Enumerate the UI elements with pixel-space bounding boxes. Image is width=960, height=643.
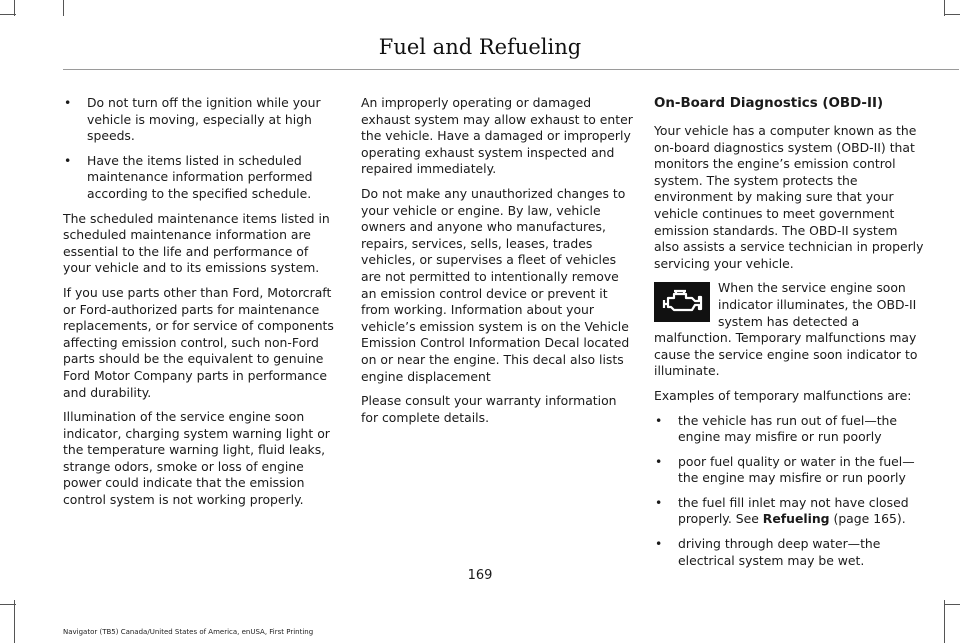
list-item: • Have the items listed in scheduled maintenance information performed according to the specified schedule. <box>63 153 337 203</box>
bullet-list <box>654 413 926 570</box>
section-heading: On-Board Diagnostics (OBD-II) <box>654 96 884 111</box>
list-item <box>654 495 926 528</box>
check-engine-icon <box>654 282 710 322</box>
title-divider <box>63 69 959 70</box>
indicator-block <box>654 280 926 380</box>
crop-mark <box>944 600 945 643</box>
crop-mark <box>0 604 16 605</box>
list-item-text: the fuel fill inlet may not have closed properly. See <box>678 494 909 527</box>
edition-footer: Navigator (TB5) Canada/United States of America, enUSA, First Printing <box>63 628 314 636</box>
crop-mark <box>944 14 960 15</box>
crop-mark <box>63 0 64 16</box>
page-number: 169 <box>467 568 493 583</box>
paragraph: Please consult your warranty information for complete details. <box>361 393 617 425</box>
column-right <box>654 95 926 577</box>
cross-reference-link[interactable]: Refueling <box>762 511 830 527</box>
paragraph: Your vehicle has a computer known as the on-board diagnostics system (OBD-II) that monitors the engine’s emission control system. The system protects the environment by making sure that your vehicle continues to meet government emission standards. The OBD-II system also assists a service technician in properly servicing your vehicle. <box>654 123 924 271</box>
paragraph: Do not make any unauthorized changes to your vehicle or engine. By law, vehicle owners and anyone who manufactures, repairs, services, sells, leases, trades vehicles, or supervises a fleet of vehicles are not permitted to intentionally remove an emission control device or prevent it from working. Information about your vehicle’s emission system is on the Vehicle Emission Control Information Decal located on or near the engine. This decal also lists engine displacement <box>361 185 630 384</box>
crop-mark <box>14 600 15 643</box>
paragraph: An improperly operating or damaged exhaust system may allow exhaust to enter the vehicle. Have a damaged or improperly operating exhaust system inspected and repaired immediately. <box>361 95 633 177</box>
crop-mark <box>14 0 15 16</box>
list-item: • driving through deep water—the electrical system may be wet. <box>654 536 926 569</box>
column-middle <box>361 95 633 434</box>
bullet-list <box>63 95 337 203</box>
crop-mark <box>944 604 960 605</box>
page-reference: (page 165). <box>829 511 906 527</box>
paragraph: The scheduled maintenance items listed in scheduled maintenance information are essential to the life and performance of your vehicle and to its emissions system. <box>63 210 330 276</box>
paragraph: Examples of temporary malfunctions are: <box>654 387 912 403</box>
column-left <box>63 95 337 517</box>
list-item: • the vehicle has run out of fuel—the engine may misfire or run poorly <box>654 413 926 446</box>
paragraph: Illumination of the service engine soon indicator, charging system warning light or the temperature warning light, fluid leaks, strange odors, smoke or loss of engine power could indicate that the emission control system is not working properly. <box>63 409 330 508</box>
list-item: • poor fuel quality or water in the fuel—the engine may misfire or run poorly <box>654 454 926 487</box>
list-item: • Do not turn off the ignition while your vehicle is moving, especially at high speeds. <box>63 95 337 145</box>
paragraph: If you use parts other than Ford, Motorcraft or Ford-authorized parts for maintenance replacements, or for service of components affecting emission control, such non-Ford parts should be the equivalent to genuine Ford Motor Company parts in performance and durability. <box>63 284 334 400</box>
indicator-description: When the service engine soon indicator illuminates, the OBD-II system has detected a malfunction. Temporary malfunctions may cause the service engine soon indicator to illuminate. <box>654 280 918 379</box>
page-title: Fuel and Refueling <box>378 35 582 59</box>
